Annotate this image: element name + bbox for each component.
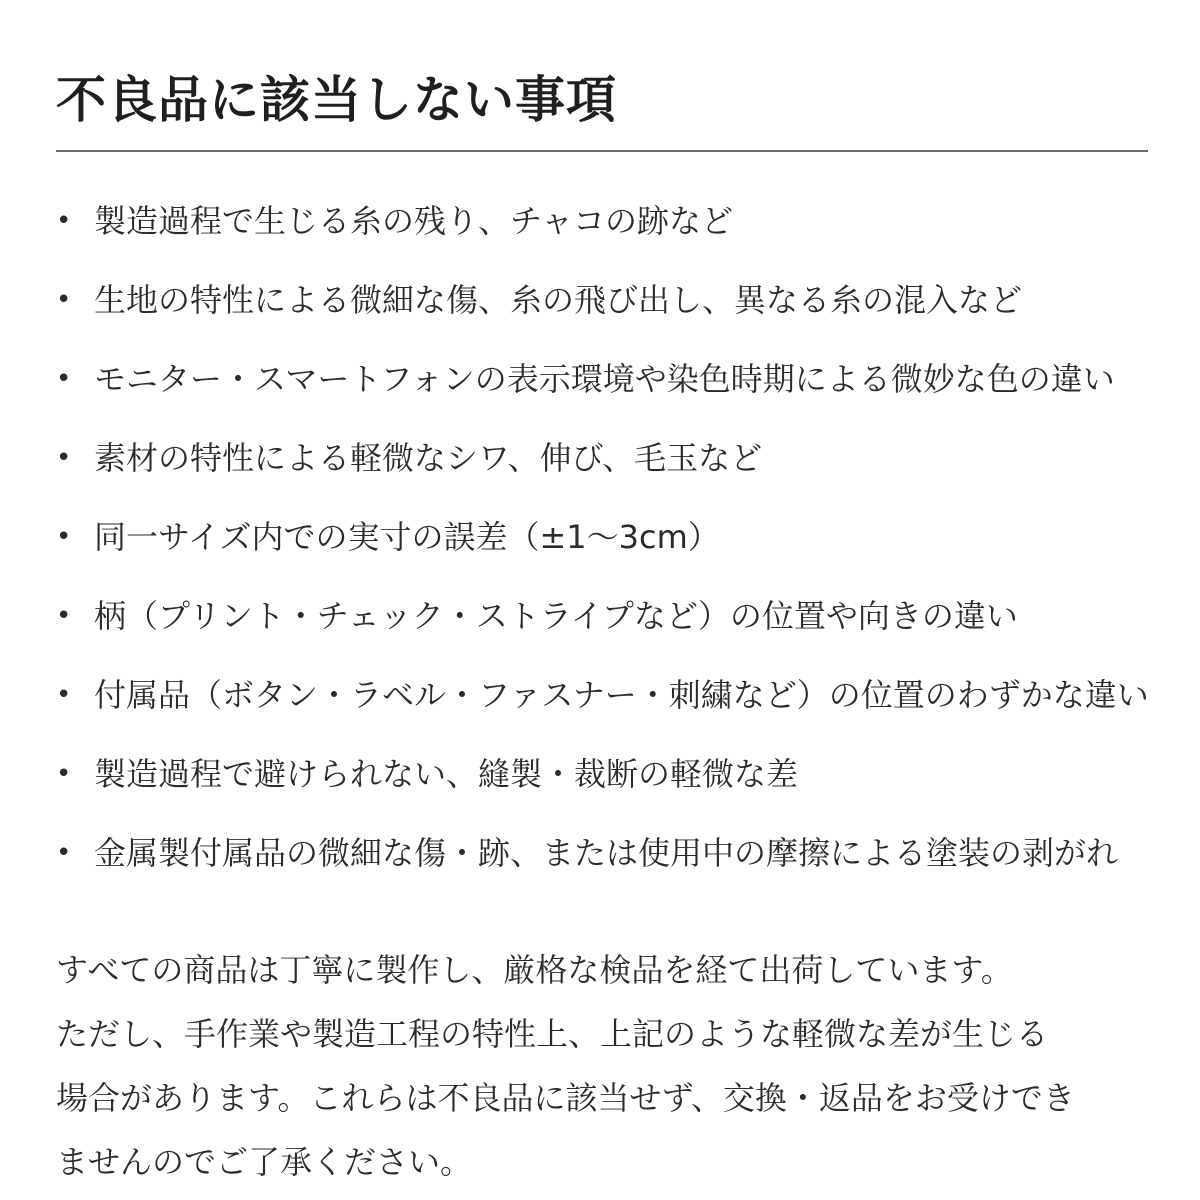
bullet: •	[56, 285, 72, 315]
list-item-text: 製造過程で生じる糸の残り、チャコの跡など	[94, 202, 734, 240]
bullet: •	[56, 443, 72, 473]
bullet: •	[56, 364, 72, 394]
page-title: 不良品に該当しない事項	[56, 71, 617, 129]
note-line: ませんのでご了承ください。	[56, 1143, 473, 1181]
list-item-text: 製造過程で避けられない、縫製・裁断の軽微な差	[94, 755, 799, 793]
list-item-text: 金属製付属品の微細な傷・跡、または使用中の摩擦による塗装の剥がれ	[94, 834, 1119, 872]
list-item-text: 付属品（ボタン・ラベル・ファスナー・刺繍など）の位置のわずかな違い	[94, 676, 1149, 714]
list-item-text: モニター・スマートフォンの表示環境や染色時期による微妙な色の違い	[94, 360, 1115, 398]
list-item-text: 生地の特性による微細な傷、糸の飛び出し、異なる糸の混入など	[94, 281, 1023, 319]
note-line: ただし、手作業や製造工程の特性上、上記のような軽微な差が生じる	[56, 1015, 1049, 1053]
bullet: •	[56, 680, 72, 710]
title-divider	[56, 150, 1148, 152]
closing-note	[56, 938, 1156, 1194]
bullet: •	[56, 759, 72, 789]
list-item-text: 柄（プリント・チェック・ストライプなど）の位置や向きの違い	[94, 597, 1018, 635]
bullet: •	[56, 206, 72, 236]
note-line: 場合があります。これらは不良品に該当せず、交換・返品をお受けでき	[56, 1079, 1075, 1117]
bullet: •	[56, 522, 72, 552]
bullet: •	[56, 601, 72, 631]
list-item-text: 素材の特性による軽微なシワ、伸び、毛玉など	[94, 439, 763, 477]
list-item-text: 同一サイズ内での実寸の誤差（±1～3cm）	[94, 518, 720, 556]
note-line: すべての商品は丁寧に製作し、厳格な検品を経て出荷しています。	[56, 951, 1013, 989]
bullet: •	[56, 838, 72, 868]
